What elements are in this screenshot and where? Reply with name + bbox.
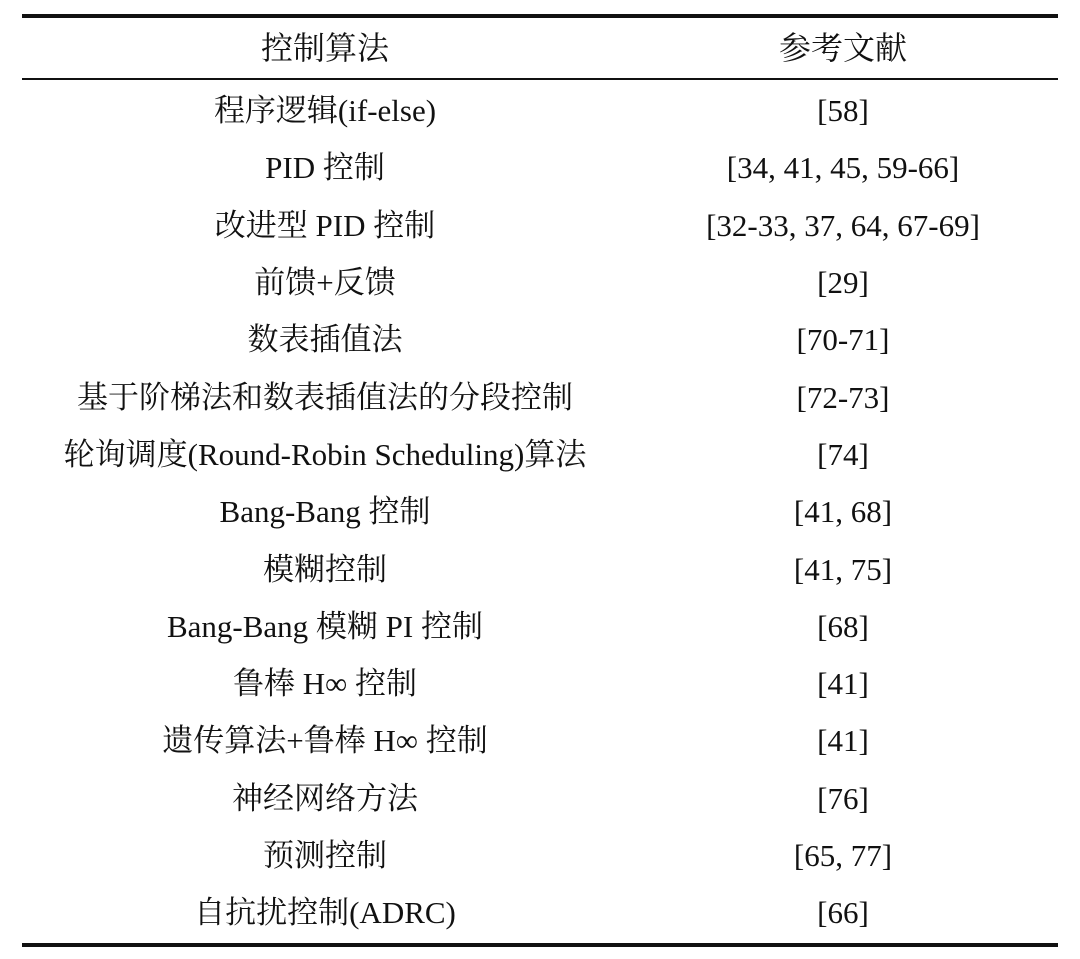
header-algorithm: 控制算法 (260, 30, 389, 66)
algorithm-cell: 程序逻辑(if-else) (213, 93, 437, 129)
table-row (22, 598, 1058, 655)
control-algorithm-table (22, 14, 1058, 947)
reference-cell: [41] (817, 666, 869, 702)
algorithm-cell: 改进型 PID 控制 (214, 207, 436, 243)
table-row (22, 770, 1058, 827)
reference-cell: [74] (817, 436, 869, 472)
reference-cell: [70-71] (796, 322, 890, 358)
table-row (22, 139, 1058, 196)
table-header-row (22, 18, 1058, 78)
table-row (22, 197, 1058, 254)
table-row (22, 483, 1058, 540)
reference-cell: [34, 41, 45, 59-66] (726, 150, 960, 186)
table-row (22, 827, 1058, 884)
algorithm-cell: 遗传算法+鲁棒 H∞ 控制 (162, 723, 488, 759)
table-row (22, 884, 1058, 941)
reference-cell: [65, 77] (793, 838, 893, 873)
table-row (22, 82, 1058, 139)
reference-cell: [66] (817, 895, 869, 931)
reference-cell: [68] (817, 608, 869, 644)
table-row (22, 712, 1058, 769)
algorithm-cell: 鲁棒 H∞ 控制 (233, 666, 417, 702)
reference-cell: [41, 68] (793, 494, 893, 530)
table-bottom-rule (22, 943, 1058, 947)
algorithm-cell: PID 控制 (265, 150, 385, 186)
table-row (22, 368, 1058, 425)
algorithm-cell: 模糊控制 (263, 551, 387, 587)
algorithm-cell: 基于阶梯法和数表插值法的分段控制 (77, 379, 573, 415)
table-row (22, 655, 1058, 712)
header-references: 参考文献 (778, 30, 907, 66)
reference-cell: [72-73] (796, 379, 890, 415)
table-row (22, 254, 1058, 311)
table-row (22, 540, 1058, 597)
table-row (22, 311, 1058, 368)
reference-cell: [41] (817, 723, 869, 759)
algorithm-cell: 数表插值法 (247, 322, 403, 358)
algorithm-cell: Bang-Bang 模糊 PI 控制 (166, 608, 483, 644)
reference-cell: [32-33, 37, 64, 67-69] (706, 207, 980, 243)
table-body (22, 80, 1058, 943)
algorithm-cell: 轮询调度(Round-Robin Scheduling)算法 (63, 436, 587, 472)
table-row (22, 426, 1058, 483)
algorithm-cell: 自抗扰控制(ADRC) (194, 895, 456, 931)
reference-cell: [29] (817, 265, 869, 301)
reference-cell: [76] (817, 780, 869, 816)
algorithm-cell: 前馈+反馈 (254, 265, 396, 301)
reference-cell: [41, 75] (793, 551, 893, 587)
reference-cell: [58] (817, 93, 869, 129)
algorithm-cell: 预测控制 (263, 838, 387, 873)
algorithm-cell: Bang-Bang 控制 (219, 494, 431, 530)
algorithm-cell: 神经网络方法 (232, 780, 418, 816)
